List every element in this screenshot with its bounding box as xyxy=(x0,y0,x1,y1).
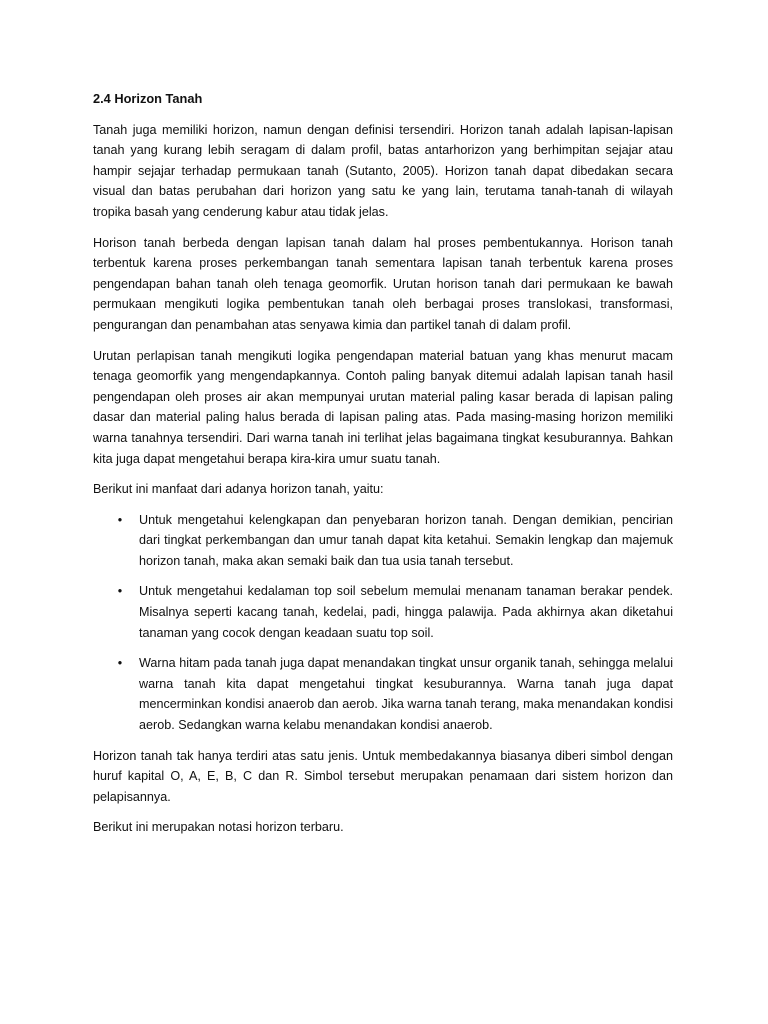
paragraph-definition: Tanah juga memiliki horizon, namun dengan definisi tersendiri. Horizon tanah adalah lapisan-lapisan tanah yang kurang lebih seragam di dalam profil, batas antarhorizon yang berhimpitan sejajar atau hampir sejajar terhadap permukaan tanah (Sutanto, 2005). Horizon tanah dapat dibedakan secara visual dan batas perubahan dari horizon yang satu ke yang lain, terutama tanah-tanah di wilayah tropika basah yang cenderung kabur atau tidak jelas. xyxy=(93,122,673,219)
bullet-dot-icon: • xyxy=(117,656,123,671)
paragraph-horison-vs-lapisan: Horison tanah berbeda dengan lapisan tanah dalam hal proses pembentukannya. Horison tanah terbentuk karena proses perkembangan tanah sementara lapisan tanah terbentuk karena proses pengendapan bahan tanah oleh tenaga geomorfik. Urutan horison tanah dari permukaan ke bawah permukaan mengikuti logika pembentukan tanah oleh berbagai proses translokasi, transformasi, pengurangan dan penambahan atas senyawa kimia dan partikel tanah di dalam profil. xyxy=(93,235,673,332)
list-item xyxy=(93,510,673,572)
bullet-dot-icon: • xyxy=(117,584,123,599)
paragraph-urutan-perlapisan: Urutan perlapisan tanah mengikuti logika pengendapan material batuan yang khas menurut macam tenaga geomorfik yang mengendapkannya. Contoh paling banyak ditemui adalah lapisan tanah hasil pengendapan oleh proses air akan mempunyai urutan material paling kasar berada di lapisan paling dasar dan material paling halus berada di lapisan paling atas. Pada masing-masing horizon memiliki warna tanahnya tersendiri. Dari warna tanah ini terlihat jelas bagaimana tingkat kesuburannya. Bahkan kita juga dapat mengetahui berapa kira-kira umur suatu tanah. xyxy=(93,348,673,466)
list-item xyxy=(93,581,673,643)
paragraph-notasi-intro: Berikut ini merupakan notasi horizon terbaru. xyxy=(93,820,344,835)
list-item-text: Warna hitam pada tanah juga dapat menandakan tingkat unsur organik tanah, sehingga melalui warna tanah kita dapat mengetahui tingkat kesuburannya. Warna tanah juga dapat mencerminkan kondisi anaerob dan aerob. Jika warna tanah terang, maka menandakan kondisi aerob. Sedangkan warna kelabu menandakan kondisi anaerob. xyxy=(139,656,673,733)
list-item-text: Untuk mengetahui kedalaman top soil sebelum memulai menanam tanaman berakar pendek. Misalnya seperti kacang tanah, kedelai, padi, hingga palawija. Pada akhirnya akan diketahui tanaman yang cocok dengan keadaan suatu top soil. xyxy=(139,584,673,640)
paragraph-simbol-horizon: Horizon tanah tak hanya terdiri atas satu jenis. Untuk membedakannya biasanya diberi simbol dengan huruf kapital O, A, E, B, C dan R. Simbol tersebut merupakan penamaan dari sistem horizon dan pelapisannya. xyxy=(93,748,673,804)
list-item xyxy=(93,653,673,735)
document-page xyxy=(93,89,673,848)
paragraph-manfaat-intro: Berikut ini manfaat dari adanya horizon tanah, yaitu: xyxy=(93,482,384,497)
list-item-text: Untuk mengetahui kelengkapan dan penyebaran horizon tanah. Dengan demikian, pencirian dari tingkat perkembangan dan umur tanah dapat kita ketahui. Semakin lengkap dan majemuk horizon tanah, maka akan semaki baik dan tua usia tanah tersebut. xyxy=(139,512,673,568)
section-heading: 2.4 Horizon Tanah xyxy=(93,91,203,106)
bullet-dot-icon: • xyxy=(117,512,123,527)
benefits-list xyxy=(93,510,673,736)
